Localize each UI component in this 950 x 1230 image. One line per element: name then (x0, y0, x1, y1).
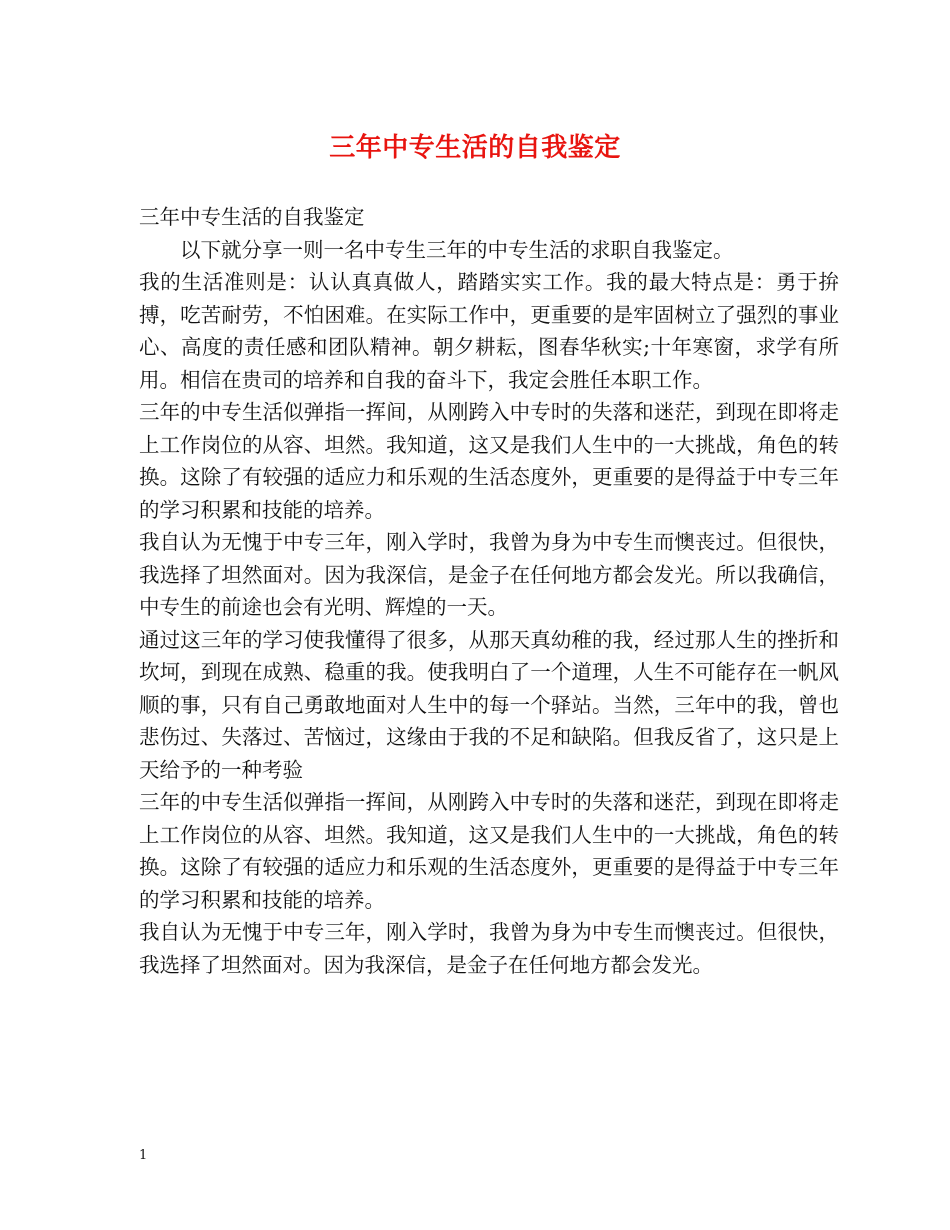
body-paragraph: 我自认为无愧于中专三年，刚入学时，我曾为身为中专生而懊丧过。但很快，我选择了坦然面对。因为我深信，是金子在任何地方都会发光。 (139, 920, 839, 977)
body-paragraph: 我自认为无愧于中专三年，刚入学时，我曾为身为中专生而懊丧过。但很快，我选择了坦然面对。因为我深信，是金子在任何地方都会发光。所以我确信，中专生的前途也会有光明、辉煌的一天。 (139, 530, 839, 619)
body-paragraph: 我的生活准则是：认认真真做人，踏踏实实工作。我的最大特点是：勇于拚搏，吃苦耐劳，不怕困难。在实际工作中，更重要的是牢固树立了强烈的事业心、高度的责任感和团队精神。朝夕耕耘，图春华秋实;十年寒窗，求学有所用。相信在贵司的培养和自我的奋斗下，我定会胜任本职工作。 (139, 270, 839, 392)
body-paragraph: 三年的中专生活似弹指一挥间，从刚跨入中专时的失落和迷茫，到现在即将走上工作岗位的从容、坦然。我知道，这又是我们人生中的一大挑战，角色的转换。这除了有较强的适应力和乐观的生活态度外，更重要的是得益于中专三年的学习积累和技能的培养。 (139, 400, 839, 522)
document-title: 三年中专生活的自我鉴定 (329, 133, 621, 163)
subtitle-paragraph: 三年中专生活的自我鉴定 (139, 205, 365, 229)
page-number: 1 (139, 1148, 148, 1163)
intro-paragraph: 以下就分享一则一名中专生三年的中专生活的求职自我鉴定。 (180, 237, 734, 262)
document-body (139, 201, 839, 981)
body-paragraph: 通过这三年的学习使我懂得了很多，从那天真幼稚的我，经过那人生的挫折和坎坷，到现在成熟、稳重的我。使我明白了一个道理，人生不可能存在一帆风顺的事，只有自己勇敢地面对人生中的每一个驿站。当然，三年中的我，曾也悲伤过、失落过、苦恼过，这缘由于我的不足和缺陷。但我反省了，这只是上天给予的一种考验 (139, 627, 839, 782)
body-paragraph: 三年的中专生活似弹指一挥间，从刚跨入中专时的失落和迷茫，到现在即将走上工作岗位的从容、坦然。我知道，这又是我们人生中的一大挑战，角色的转换。这除了有较强的适应力和乐观的生活态度外，更重要的是得益于中专三年的学习积累和技能的培养。 (139, 790, 839, 912)
